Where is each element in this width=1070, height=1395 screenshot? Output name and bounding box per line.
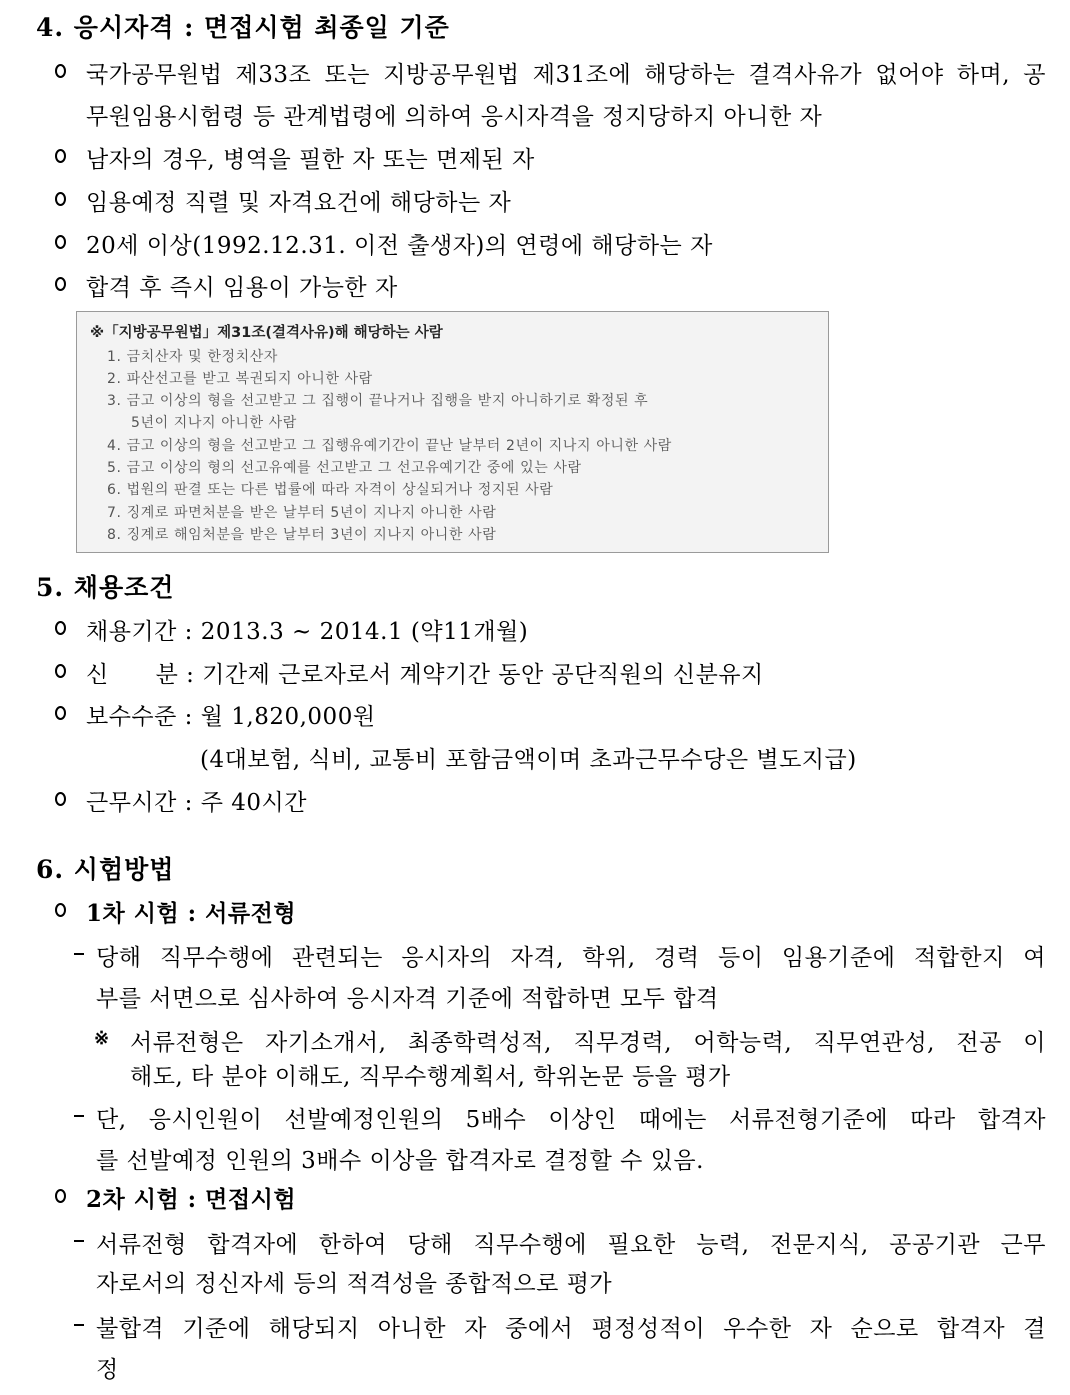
salary-level: 보수수준 : 월 1,820,000원 (86, 704, 376, 730)
stage2-desc-line1: 서류전형 합격자에 한하여 당해 직무수행에 필요한 능력, 전문지식, 공공기관 근무 (96, 1232, 1046, 1258)
salary-note: (4대보험, 식비, 교통비 포함금액이며 초과근무수당은 별도지급) (200, 747, 857, 773)
stage1-desc-line2: 부를 서면으로 심사하여 응시자격 기준에 적합하면 모두 합격 (96, 986, 719, 1012)
bullet-icon (55, 192, 66, 206)
notice-item: 6. 법원의 판결 또는 다른 법률에 따라 자격이 상실되거나 정지된 사람 (107, 482, 554, 498)
notice-item: 7. 징계로 파면처분을 받은 날부터 5년이 지나지 아니한 사람 (107, 505, 497, 521)
bullet-icon (55, 235, 66, 249)
bullet-icon (55, 621, 66, 635)
notice-item-continuation: 5년이 지나지 아니한 사람 (131, 415, 297, 431)
notice-item: 5. 금고 이상의 형의 선고유예를 선고받고 그 선고유예기간 중에 있는 사람 (107, 460, 582, 476)
section4-heading: 4. 응시자격 : 면접시험 최종일 기준 (36, 13, 450, 42)
stage1-exception-line1: 단, 응시인원이 선발예정인원의 5배수 이상인 때에는 서류전형기준에 따라 합격자 (96, 1107, 1046, 1133)
eligibility-item-2: 남자의 경우, 병역을 필한 자 또는 면제된 자 (86, 147, 535, 173)
dash-icon (74, 1324, 84, 1326)
reference-mark-icon: ※ (94, 1028, 110, 1049)
bullet-icon (55, 277, 66, 291)
stage1-title: 1차 시험 : 서류전형 (86, 900, 297, 927)
employment-status: 신 분 : 기간제 근로자로서 계약기간 동안 공단직원의 신분유지 (86, 662, 764, 688)
eligibility-item-1-line2: 무원임용시험령 등 관계법령에 의하여 응시자격을 정지당하지 아니한 자 (86, 104, 823, 130)
bullet-icon (55, 1189, 66, 1203)
eligibility-item-4: 20세 이상(1992.12.31. 이전 출생자)의 연령에 해당하는 자 (86, 233, 713, 259)
eligibility-item-5: 합격 후 즉시 임용이 가능한 자 (86, 275, 398, 301)
notice-item: 8. 징계로 해임처분을 받은 날부터 3년이 지나지 아니한 사람 (107, 527, 497, 543)
eligibility-item-1-line1: 국가공무원법 제33조 또는 지방공무원법 제31조에 해당하는 결격사유가 없어야 하며, 공 (86, 62, 1046, 88)
bullet-icon (55, 706, 66, 720)
bullet-icon (55, 903, 66, 917)
bullet-icon (55, 64, 66, 78)
dash-icon (74, 1240, 84, 1242)
stage2-title: 2차 시험 : 면접시험 (86, 1186, 297, 1213)
dash-icon (74, 1115, 84, 1117)
stage1-exception-line2: 를 선발예정 인원의 3배수 이상을 합격자로 결정할 수 있음. (96, 1148, 704, 1174)
bullet-icon (55, 664, 66, 678)
working-hours: 근무시간 : 주 40시간 (86, 790, 307, 816)
stage1-note-line2: 해도, 타 분야 이해도, 직무수행계획서, 학위논문 등을 평가 (130, 1064, 731, 1090)
notice-item: 1. 금치산자 및 한정치산자 (107, 349, 278, 365)
stage2-criteria-line2: 정 (96, 1357, 119, 1383)
notice-title: ※「지방공무원법」제31조(결격사유)해 해당하는 사람 (90, 325, 443, 341)
stage2-criteria-line1: 불합격 기준에 해당되지 아니한 자 중에서 평정성적이 우수한 자 순으로 합격자 결 (96, 1316, 1046, 1342)
notice-item: 4. 금고 이상의 형을 선고받고 그 집행유예기간이 끝난 날부터 2년이 지나지 아니한 사람 (107, 438, 672, 454)
notice-item: 2. 파산선고를 받고 복권되지 아니한 사람 (107, 371, 373, 387)
dash-icon (74, 953, 84, 955)
stage1-note-line1: 서류전형은 자기소개서, 최종학력성적, 직무경력, 어학능력, 직무연관성, 전공 이 (130, 1030, 1046, 1056)
section6-heading: 6. 시험방법 (36, 855, 175, 884)
section5-heading: 5. 채용조건 (36, 573, 175, 602)
stage2-desc-line2: 자로서의 정신자세 등의 적격성을 종합적으로 평가 (96, 1271, 613, 1297)
notice-item: 3. 금고 이상의 형을 선고받고 그 집행이 끝나거나 집행을 받지 아니하기로 확정된 후 (107, 393, 649, 409)
stage1-desc-line1: 당해 직무수행에 관련되는 응시자의 자격, 학위, 경력 등이 임용기준에 적합한지 여 (96, 945, 1046, 971)
disqualification-notice-box (76, 311, 829, 553)
eligibility-item-3: 임용예정 직렬 및 자격요건에 해당하는 자 (86, 190, 512, 216)
employment-period: 채용기간 : 2013.3 ~ 2014.1 (약11개월) (86, 619, 529, 645)
bullet-icon (55, 149, 66, 163)
bullet-icon (55, 792, 66, 806)
